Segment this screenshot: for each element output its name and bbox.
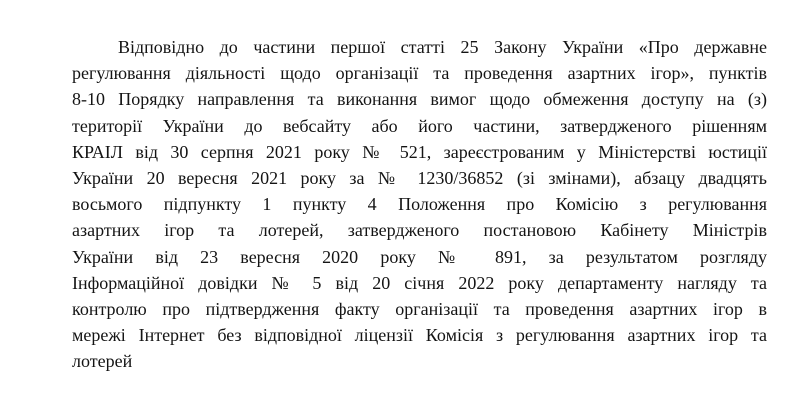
paragraph-line: мережі Інтернет без відповідної ліцензії Комісія з регулювання азартних ігор та <box>72 325 767 346</box>
paragraph-line: Відповідно до частини першої статті 25 Закону України «Про державне <box>118 37 767 57</box>
paragraph-line: азартних ігор та лотерей, затвердженого постановою Кабінету Міністрів <box>72 220 767 241</box>
cropped-previous-line <box>72 0 252 4</box>
paragraph-line: восьмого підпункту 1 пункту 4 Положення про Комісію з регулювання <box>72 194 767 215</box>
paragraph-line: 8-10 Порядку направлення та виконання вимог щодо обмеження доступу на (з) <box>72 89 767 110</box>
paragraph-line: лотерей <box>72 351 133 372</box>
paragraph-line: України від 23 вересня 2020 року № 891, за результатом розгляду <box>72 246 767 267</box>
paragraph-line: території України до вебсайту або його частини, затвердженого рішенням <box>72 115 767 136</box>
paragraph-line: України 20 вересня 2021 року за № 1230/36852 (зі змінами), абзацу двадцять <box>72 167 767 188</box>
paragraph-line: регулювання діяльності щодо організації та проведення азартних ігор», пунктів <box>72 63 767 84</box>
document-paragraph <box>72 34 767 374</box>
paragraph-line: КРАІЛ від 30 серпня 2021 року № 521, зареєстрованим у Міністерстві юстиції <box>72 141 767 162</box>
paragraph-line: Інформаційної довідки № 5 від 20 січня 2022 року департаменту нагляду та <box>72 272 767 293</box>
paragraph-line: контролю про підтвердження факту організації та проведення азартних ігор в <box>72 298 767 319</box>
